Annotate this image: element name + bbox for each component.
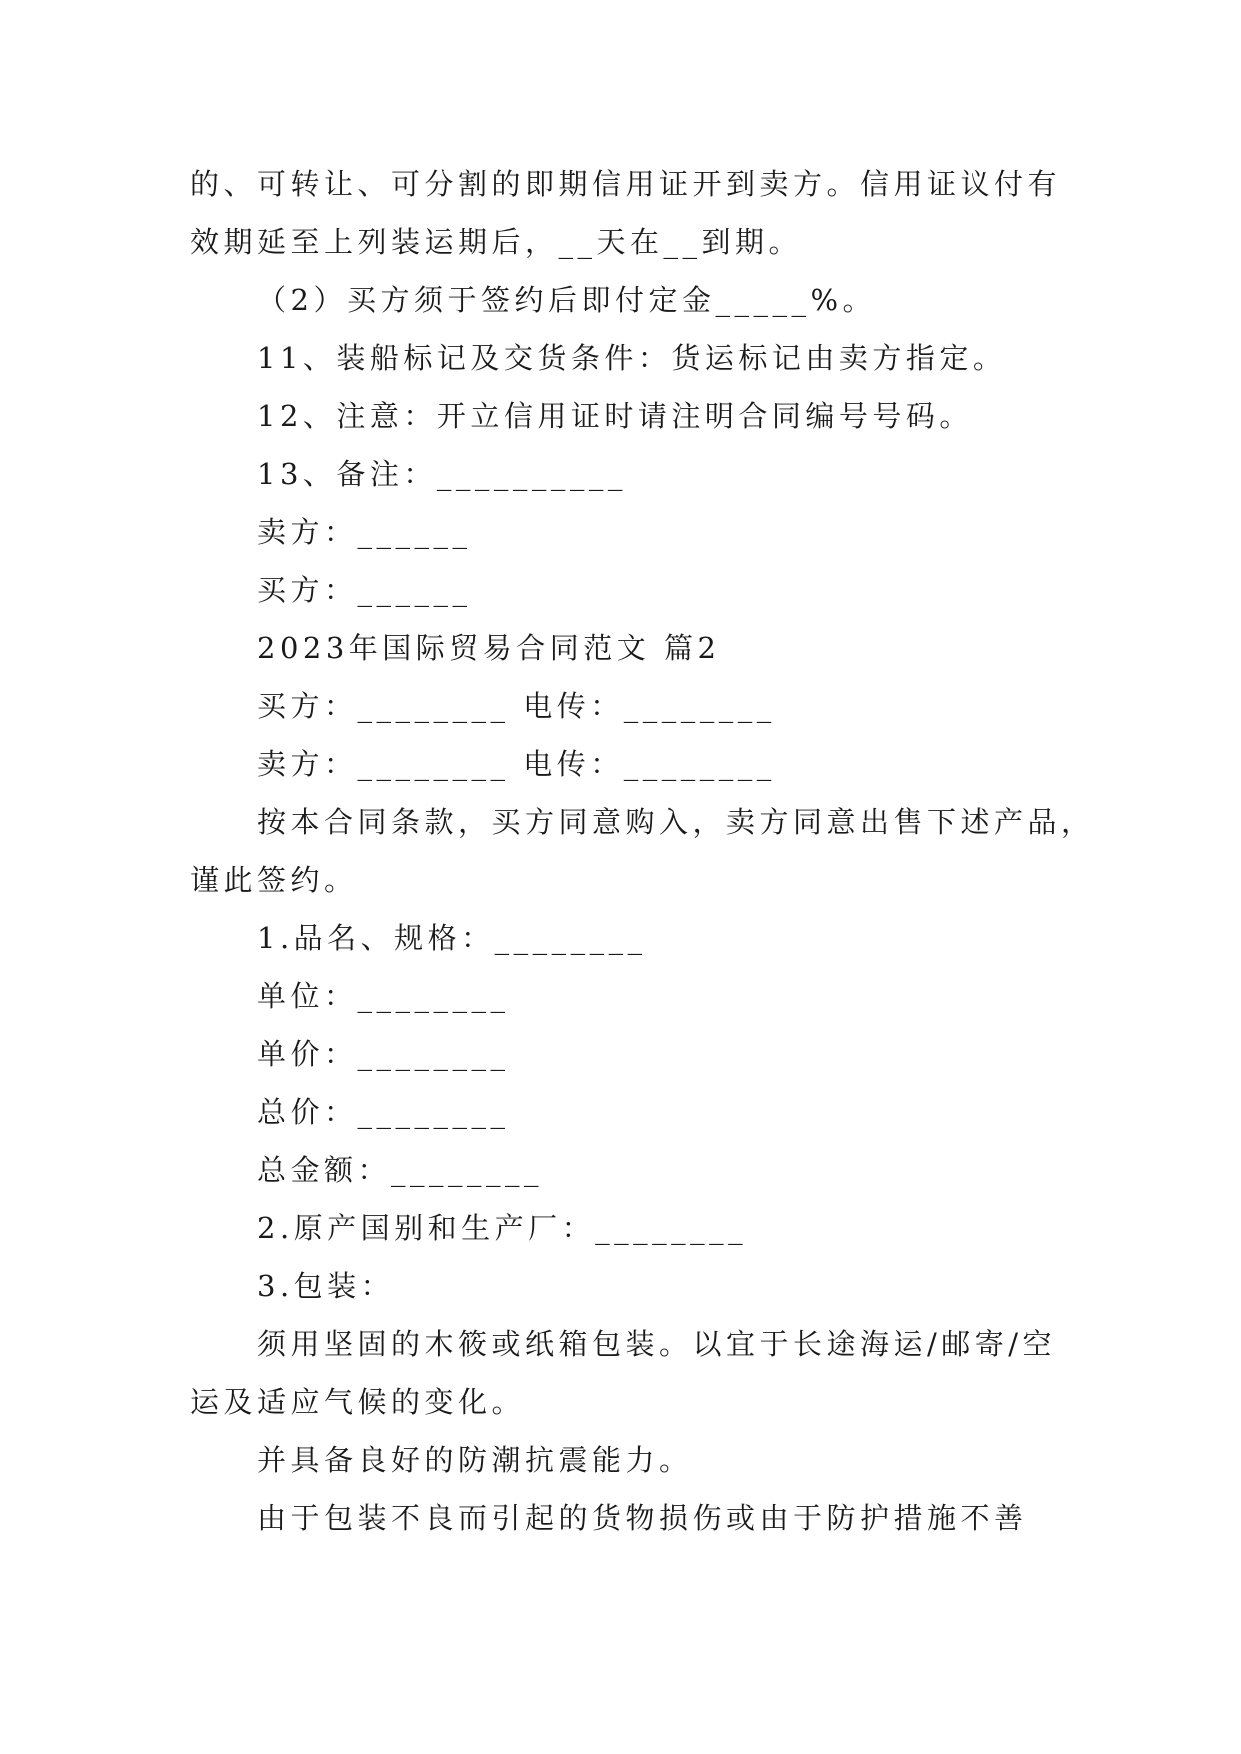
packing-line-4: 由于包装不良而引起的货物损伤或由于防护措施不善 xyxy=(257,1501,1028,1535)
payment-deposit-clause: （2）买方须于签约后即付定金_____%。 xyxy=(257,283,877,317)
agreement-line-2: 谨此签约。 xyxy=(190,863,358,897)
packing-heading: 3.包装： xyxy=(257,1269,395,1303)
clause-12: 12、注意：开立信用证时请注明合同编号号码。 xyxy=(257,399,973,433)
total-price-line: 总价：________ xyxy=(257,1095,510,1129)
origin-manufacturer-line: 2.原产国别和生产厂：________ xyxy=(257,1211,748,1245)
packing-line-2: 运及适应气候的变化。 xyxy=(190,1385,526,1419)
unit-line: 单位：________ xyxy=(257,979,510,1013)
clause-11: 11、装船标记及交货条件：货运标记由卖方指定。 xyxy=(257,341,1007,375)
buyer-fax-line: 买方：________ 电传：________ xyxy=(257,689,776,723)
clause-13: 13、备注：__________ xyxy=(257,457,627,491)
packing-line-1: 须用坚固的木筱或纸箱包装。以宜于长途海运/邮寄/空 xyxy=(257,1327,1057,1361)
unit-price-line: 单价：________ xyxy=(257,1037,510,1071)
paragraph-line-1: 的、可转让、可分割的即期信用证开到卖方。信用证议付有 xyxy=(190,167,1062,201)
section-heading: 2023年国际贸易合同范文 篇2 xyxy=(257,631,721,665)
paragraph-line-2: 效期延至上列装运期后，__天在__到期。 xyxy=(190,225,803,259)
product-spec-line: 1.品名、规格：________ xyxy=(257,921,647,955)
buyer-signature-line: 买方：______ xyxy=(257,573,472,607)
seller-fax-line: 卖方：________ 电传：________ xyxy=(257,747,776,781)
agreement-line-1: 按本合同条款，买方同意购入，卖方同意出售下述产品， xyxy=(257,805,1095,839)
seller-signature-line: 卖方：______ xyxy=(257,515,472,549)
packing-line-3: 并具备良好的防潮抗震能力。 xyxy=(257,1443,693,1477)
total-amount-line: 总金额：________ xyxy=(257,1153,544,1187)
